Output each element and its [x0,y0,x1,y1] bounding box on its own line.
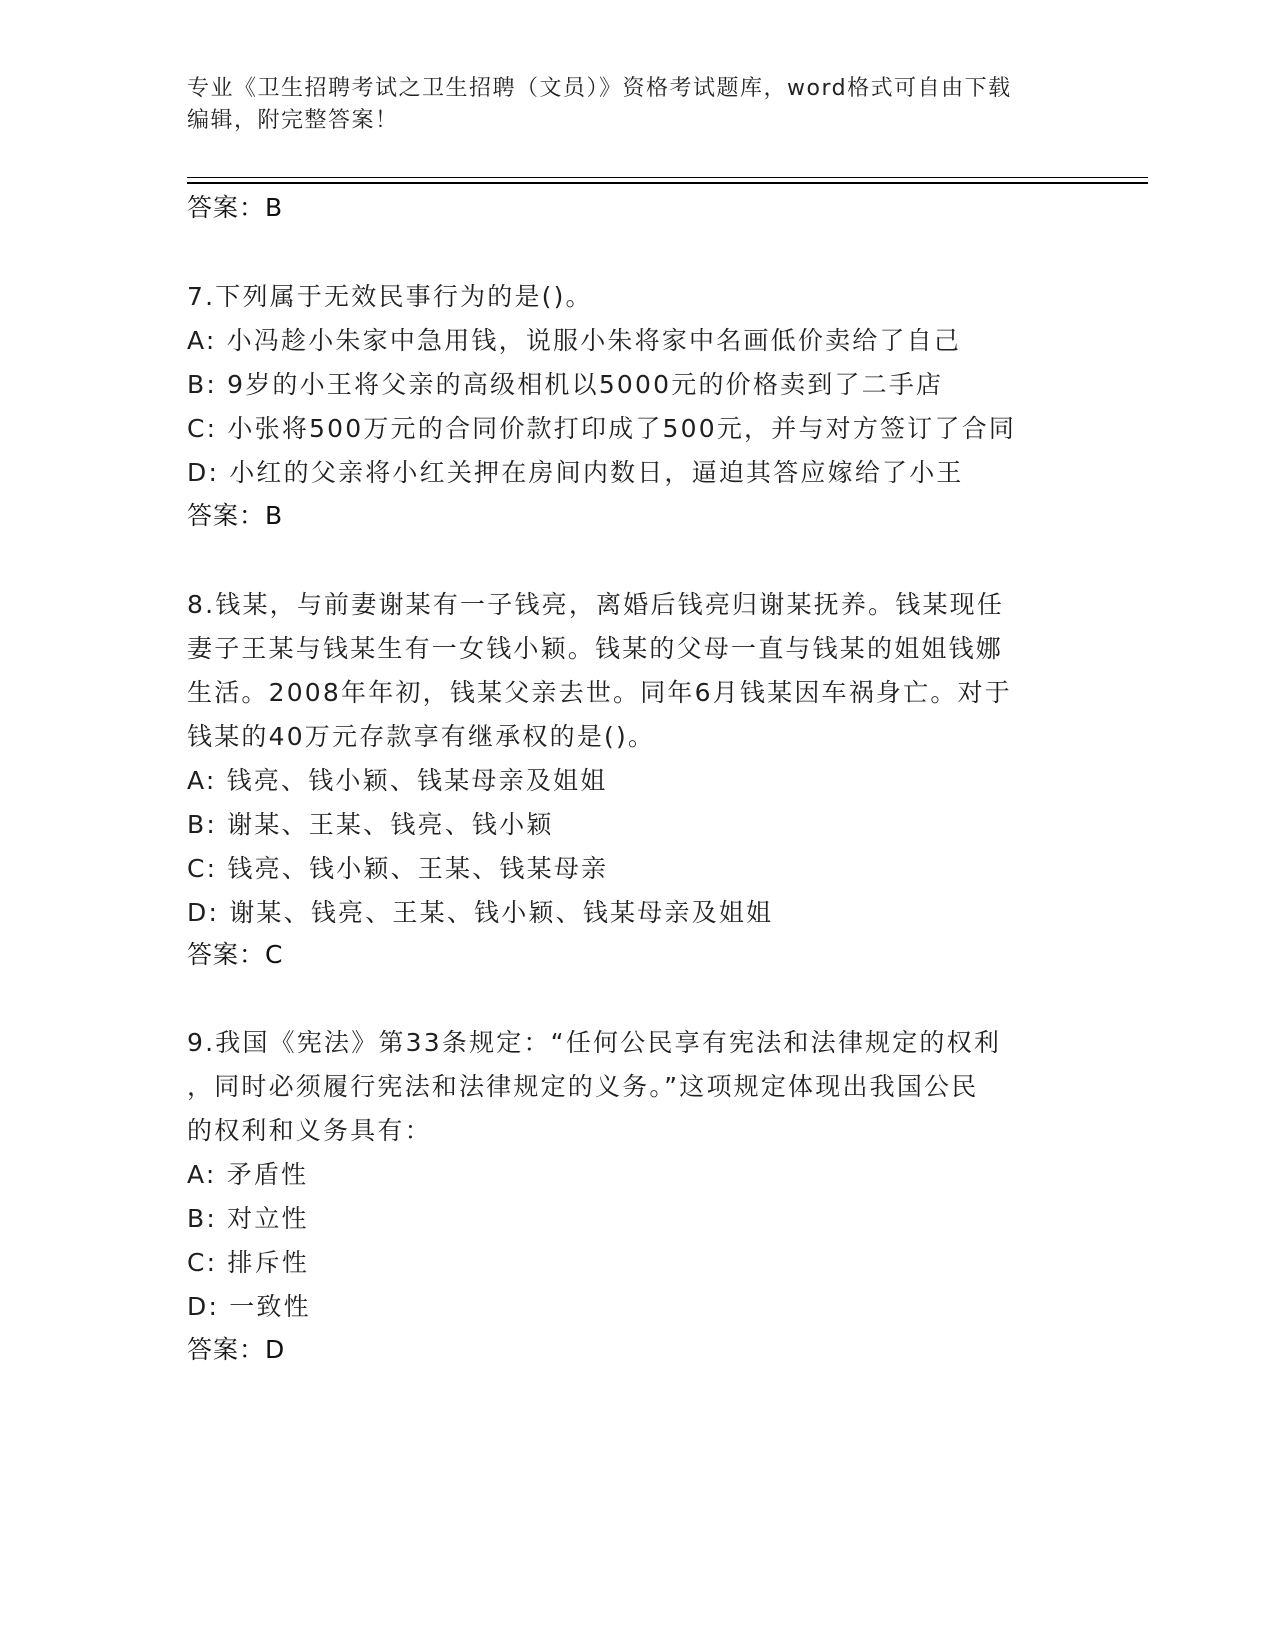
header-line-2: 编辑，附完整答案！ [187,108,399,133]
question-7-option-d: D: 小红的父亲将小红关押在房间内数日，逼迫其答应嫁给了小王 [187,458,964,487]
document-header [187,73,1067,137]
header-divider-thick [187,182,1148,184]
question-9-text-line: ，同时必须履行宪法和法律规定的义务。”这项规定体现出我国公民 [187,1072,979,1101]
answer-q9: 答案：D [187,1335,286,1364]
question-8-text-line: 8.钱某，与前妻谢某有一子钱亮，离婚后钱亮归谢某抚养。钱某现任 [187,590,1005,619]
question-7-text: 7.下列属于无效民事行为的是()。 [187,282,593,311]
question-9-option-a: A: 矛盾性 [187,1160,309,1189]
question-7-option-b: B: 9岁的小王将父亲的高级相机以5000元的价格卖到了二手店 [187,370,944,399]
answer-q7: 答案：B [187,501,284,530]
question-9-option-d: D: 一致性 [187,1292,311,1321]
question-9-option-b: B: 对立性 [187,1204,309,1233]
question-8-text-line: 生活。2008年年初，钱某父亲去世。同年6月钱某因车祸身亡。对于 [187,678,1012,707]
question-9-option-c: C: 排斥性 [187,1248,310,1277]
question-8-text-line: 妻子王某与钱某生有一女钱小颖。钱某的父母一直与钱某的姐姐钱娜 [187,634,1004,663]
header-line-1: 专业《卫生招聘考试之卫生招聘（文员）》资格考试题库，word格式可自由下载 [187,76,1012,101]
question-8-option-a: A: 钱亮、钱小颖、钱某母亲及姐姐 [187,766,608,795]
question-7-option-a: A: 小冯趁小朱家中急用钱，说服小朱将家中名画低价卖给了自己 [187,326,962,355]
question-9-text-line: 9.我国《宪法》第33条规定：“任何公民享有宪法和法律规定的权利 [187,1028,1002,1057]
answer-q6: 答案：B [187,193,284,222]
question-8-text-line: 钱某的40万元存款享有继承权的是()。 [187,722,656,751]
question-8-option-d: D: 谢某、钱亮、王某、钱小颖、钱某母亲及姐姐 [187,898,774,927]
question-7-option-c: C: 小张将500万元的合同价款打印成了500元，并与对方签订了合同 [187,414,1017,443]
question-8-option-b: B: 谢某、王某、钱亮、钱小颖 [187,810,554,839]
answer-q8: 答案：C [187,940,284,969]
question-8-option-c: C: 钱亮、钱小颖、王某、钱某母亲 [187,854,609,883]
question-9-text-line: 的权利和义务具有： [187,1116,432,1145]
header-divider-thin [187,177,1148,178]
